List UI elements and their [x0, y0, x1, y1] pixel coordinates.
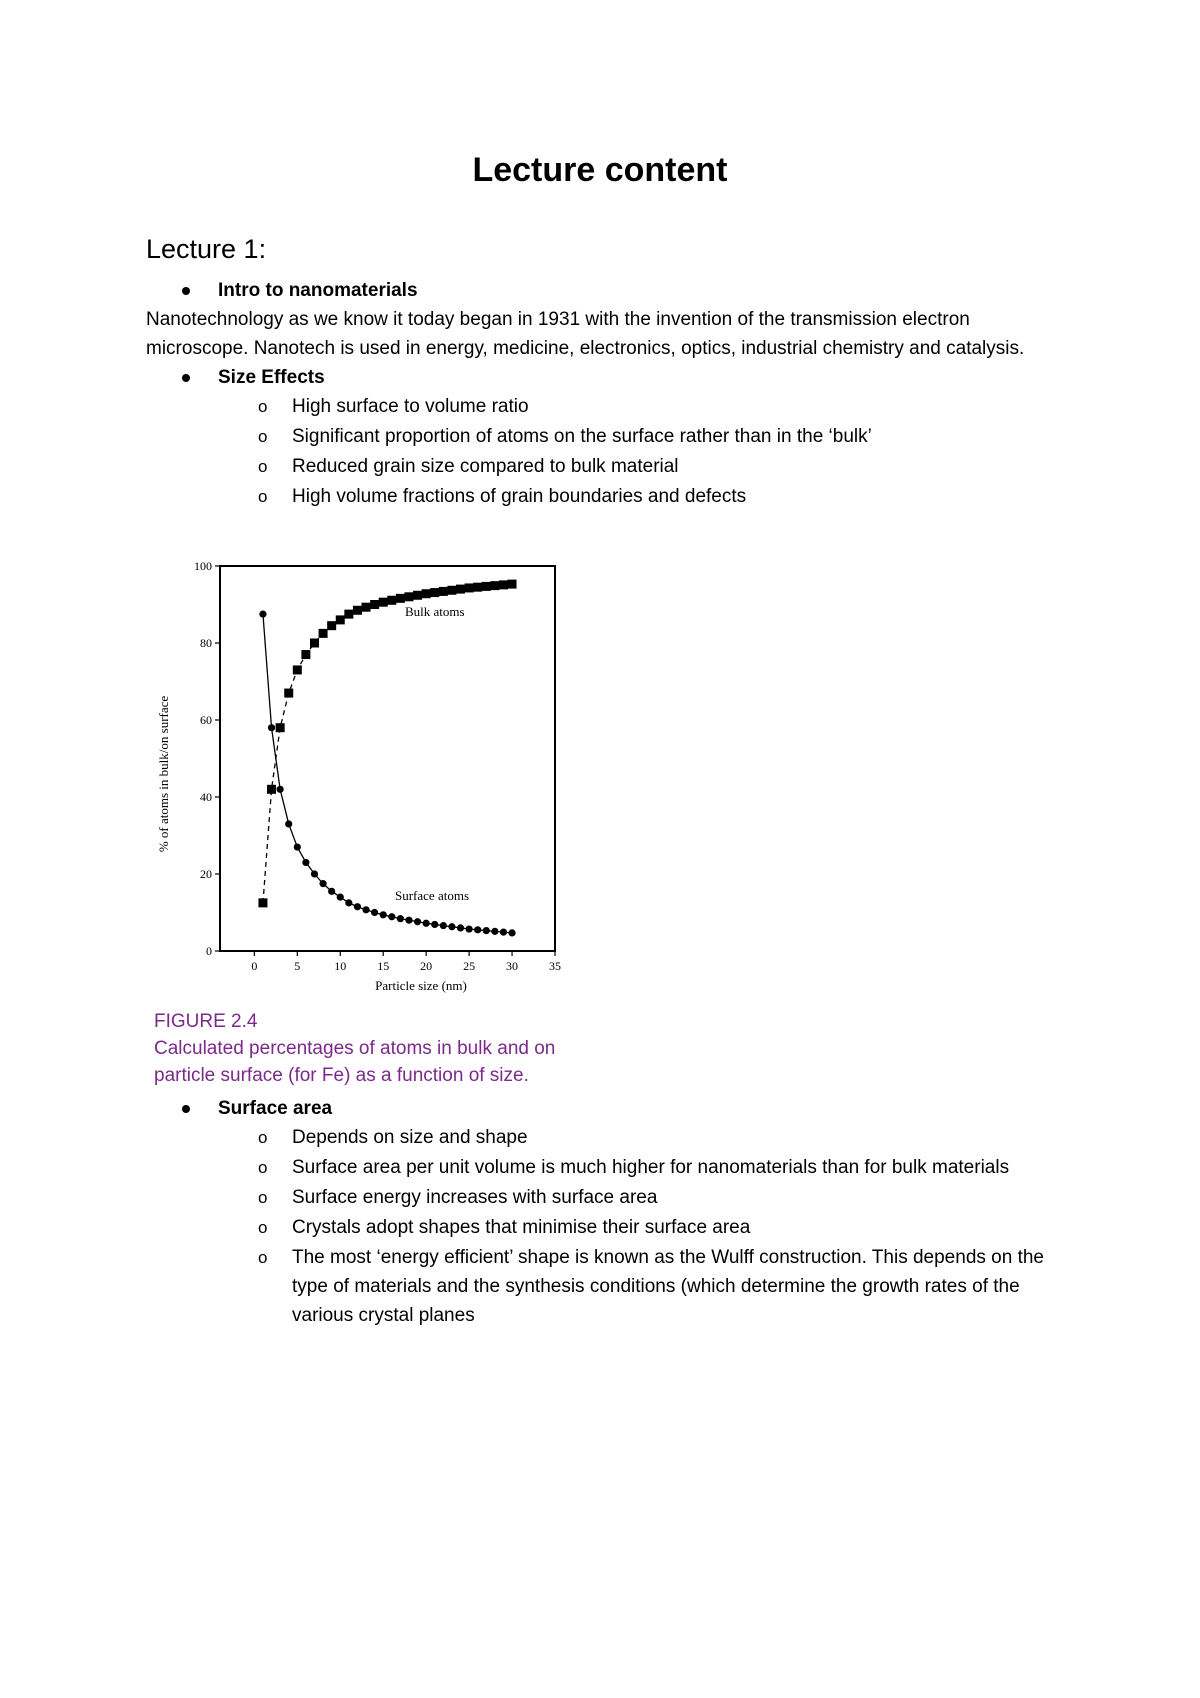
- bulk-atoms-point: [404, 592, 413, 601]
- circle-bullet-icon: o: [258, 397, 268, 416]
- surface-atoms-point: [294, 843, 301, 850]
- x-tick-label: 30: [506, 959, 519, 973]
- circle-bullet-icon: o: [258, 487, 268, 506]
- surface-atoms-point: [431, 921, 438, 928]
- surface-atoms-point: [508, 929, 515, 936]
- bullet-icon: [182, 287, 190, 295]
- surface-atoms-point: [388, 913, 395, 920]
- size-effects-bullet-label: Size Effects: [218, 367, 325, 388]
- y-tick-label: 100: [194, 559, 212, 573]
- x-tick-label: 5: [294, 959, 301, 973]
- surface-area-bullet-label: Surface area: [218, 1098, 333, 1119]
- surface-atoms-point: [448, 923, 455, 930]
- list-item-text: Surface area per unit volume is much higher for nanomaterials than for bulk materials: [292, 1157, 1010, 1178]
- x-tick-label: 20: [420, 959, 433, 973]
- bulk-atoms-point: [482, 582, 491, 591]
- surface-atoms-point: [414, 918, 421, 925]
- bulk-atoms-point: [456, 585, 465, 594]
- bulk-atoms-point: [362, 603, 371, 612]
- list-item: [146, 1153, 1066, 1182]
- intro-bullet-label: Intro to nanomaterials: [218, 280, 418, 301]
- bulk-atoms-point: [293, 665, 302, 674]
- bulk-atoms-point: [370, 600, 379, 609]
- y-tick-label: 80: [200, 636, 212, 650]
- y-tick-label: 60: [200, 713, 212, 727]
- list-item-text: High volume fractions of grain boundaries and defects: [292, 486, 747, 507]
- x-tick-label: 25: [463, 959, 476, 973]
- surface-atoms-point: [302, 859, 309, 866]
- surface-area-section: [146, 1094, 1066, 1330]
- x-axis-label: Particle size (nm): [375, 978, 467, 993]
- surface-atoms-point: [457, 924, 464, 931]
- surface-atoms-point: [423, 920, 430, 927]
- list-item-text: The most ‘energy efficient’ shape is known as the Wulff construction. This depends on the type of materials and the synthesis conditions (which determine the growth rates of the various crystal planes: [292, 1247, 1044, 1326]
- list-item: [146, 482, 1066, 511]
- bulk-atoms-point: [336, 615, 345, 624]
- list-item: [146, 1183, 1066, 1212]
- bulk-atoms-point: [508, 580, 517, 589]
- bulk-atoms-point: [413, 591, 422, 600]
- figure-caption: [154, 1008, 654, 1089]
- chart-svg: [150, 554, 580, 1004]
- bulk-atoms-point: [319, 629, 328, 638]
- list-item: [146, 1123, 1066, 1152]
- surface-atoms-point: [319, 880, 326, 887]
- figure-chart: [150, 554, 580, 1004]
- circle-bullet-icon: o: [258, 1248, 268, 1267]
- y-tick-label: 20: [200, 867, 212, 881]
- circle-bullet-icon: o: [258, 1218, 268, 1237]
- bulk-atoms-point: [301, 650, 310, 659]
- intro-paragraph: Nanotechnology as we know it today began in 1931 with the invention of the transmission electron microscope. Nanotech is used in energy, medicine, electronics, optics, industrial chemistry and catalysis.: [146, 309, 1025, 359]
- surface-atoms-annotation: Surface atoms: [395, 888, 470, 903]
- surface-atoms-point: [466, 925, 473, 932]
- surface-area-bullet: [146, 1094, 1066, 1123]
- list-item: [146, 392, 1066, 421]
- list-item: [146, 422, 1066, 451]
- surface-atoms-point: [337, 894, 344, 901]
- y-tick-label: 0: [206, 944, 212, 958]
- surface-atoms-point: [380, 911, 387, 918]
- surface-atoms-point: [277, 786, 284, 793]
- surface-atoms-point: [362, 906, 369, 913]
- bulk-atoms-point: [276, 723, 285, 732]
- lecture-heading: Lecture 1:: [146, 234, 267, 264]
- size-effects-bullet: [146, 363, 1066, 392]
- x-tick-label: 0: [251, 959, 258, 973]
- surface-atoms-point: [345, 899, 352, 906]
- bulk-atoms-point: [387, 596, 396, 605]
- surface-atoms-point: [491, 928, 498, 935]
- surface-atoms-point: [268, 724, 275, 731]
- caption-line: Calculated percentages of atoms in bulk and on: [154, 1038, 556, 1059]
- surface-atoms-point: [371, 909, 378, 916]
- bulk-atoms-point: [447, 586, 456, 595]
- bulk-atoms-point: [267, 785, 276, 794]
- surface-atoms-point: [285, 820, 292, 827]
- x-tick-label: 35: [549, 959, 561, 973]
- bulk-atoms-point: [344, 610, 353, 619]
- bulk-atoms-annotation: Bulk atoms: [405, 604, 465, 619]
- bulk-atoms-point: [396, 594, 405, 603]
- circle-bullet-icon: o: [258, 457, 268, 476]
- bulk-atoms-point: [473, 583, 482, 592]
- bulk-atoms-point: [422, 589, 431, 598]
- list-item-text: Depends on size and shape: [292, 1127, 528, 1148]
- list-item-text: Reduced grain size compared to bulk material: [292, 456, 679, 477]
- circle-bullet-icon: o: [258, 1158, 268, 1177]
- surface-atoms-point: [397, 915, 404, 922]
- x-tick-label: 10: [334, 959, 347, 973]
- x-tick-label: 15: [377, 959, 390, 973]
- surface-atoms-point: [328, 888, 335, 895]
- page-title: Lecture content: [472, 151, 728, 189]
- bulk-atoms-point: [327, 621, 336, 630]
- bulk-atoms-point: [258, 898, 267, 907]
- bulk-atoms-point: [284, 689, 293, 698]
- bullet-icon: [182, 374, 190, 382]
- intro-section: [146, 276, 1066, 511]
- surface-atoms-point: [354, 903, 361, 910]
- list-item: [146, 1243, 1066, 1330]
- surface-atoms-line: [263, 614, 512, 933]
- figure-label: FIGURE 2.4: [154, 1011, 258, 1032]
- plot-frame: [220, 566, 555, 951]
- bulk-atoms-point: [379, 598, 388, 607]
- surface-atoms-point: [311, 870, 318, 877]
- surface-atoms-point: [500, 929, 507, 936]
- surface-atoms-point: [474, 926, 481, 933]
- y-tick-label: 40: [200, 790, 212, 804]
- list-item-text: High surface to volume ratio: [292, 396, 529, 417]
- bulk-atoms-point: [490, 581, 499, 590]
- surface-atoms-point: [405, 917, 412, 924]
- circle-bullet-icon: o: [258, 1128, 268, 1147]
- bullet-icon: [182, 1105, 190, 1113]
- bulk-atoms-point: [439, 587, 448, 596]
- list-item-text: Crystals adopt shapes that minimise their surface area: [292, 1217, 751, 1238]
- caption-line: particle surface (for Fe) as a function of size.: [154, 1065, 529, 1086]
- surface-atoms-point: [440, 922, 447, 929]
- bulk-atoms-line: [263, 584, 512, 903]
- circle-bullet-icon: o: [258, 427, 268, 446]
- surface-atoms-point: [259, 611, 266, 618]
- bulk-atoms-point: [499, 580, 508, 589]
- intro-bullet: [146, 276, 1066, 305]
- list-item: [146, 1213, 1066, 1242]
- bulk-atoms-point: [353, 606, 362, 615]
- y-axis-label: % of atoms in bulk/on surface: [156, 695, 171, 853]
- circle-bullet-icon: o: [258, 1188, 268, 1207]
- bulk-atoms-point: [430, 588, 439, 597]
- list-item-text: Significant proportion of atoms on the surface rather than in the ‘bulk’: [292, 426, 872, 447]
- bulk-atoms-point: [310, 639, 319, 648]
- list-item: [146, 452, 1066, 481]
- surface-atoms-point: [483, 927, 490, 934]
- list-item-text: Surface energy increases with surface area: [292, 1187, 658, 1208]
- bulk-atoms-point: [465, 583, 474, 592]
